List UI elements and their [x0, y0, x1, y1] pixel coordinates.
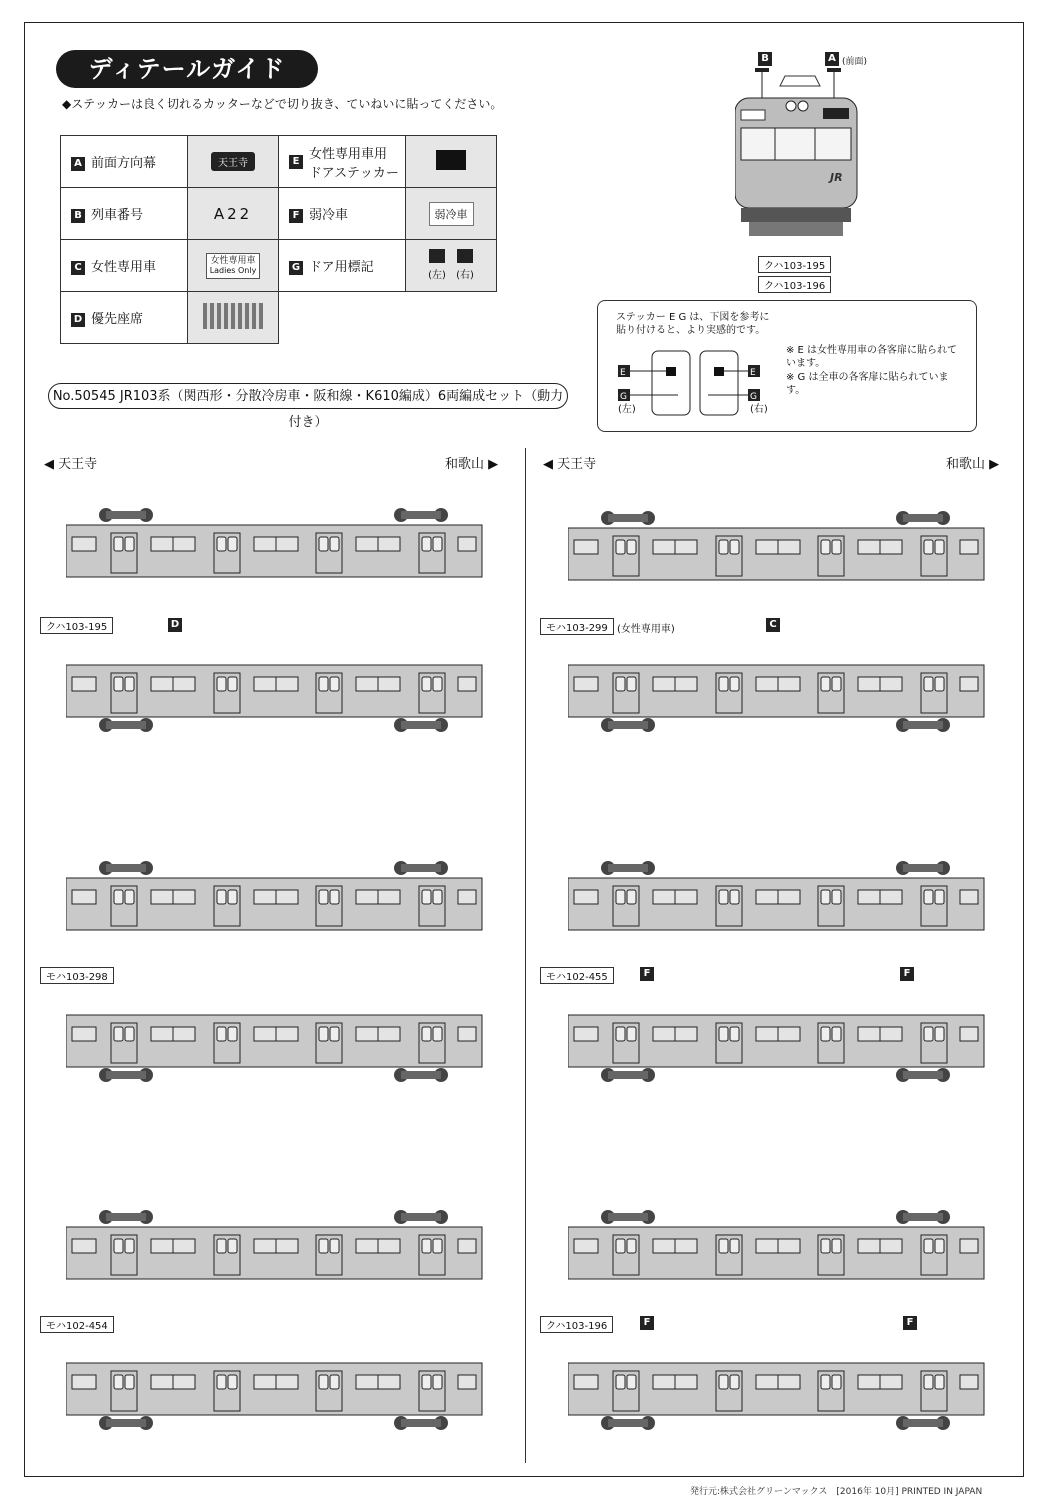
sticker-a: A 前面方向幕 — [61, 136, 188, 188]
front-view — [735, 68, 865, 252]
women-only-label: (女性専用車) — [617, 624, 675, 635]
car-side-6 — [66, 1355, 486, 1435]
dir-left-to: 和歌山 ▶ — [445, 457, 499, 472]
car-side-9 — [568, 860, 988, 940]
sticker-c: C 女性専用車 — [61, 240, 188, 292]
sticker-d: D 優先座席 — [61, 292, 188, 344]
svg-text:G: G — [750, 392, 757, 402]
door-sticker-note — [597, 300, 977, 432]
front-key-a: A — [825, 52, 839, 66]
footer: 発行元:株式会社グリーンマックス [2016年 10月] PRINTED IN JAPAN — [690, 1487, 983, 1497]
car-label-5: モハ102-455 — [540, 967, 614, 984]
note-remark-2: ※ G は全車の各客扉に貼られています。 — [786, 372, 949, 396]
sticker-f-sample: 弱冷車 — [406, 188, 497, 240]
front-view-drawing — [735, 68, 865, 248]
car-side-12 — [568, 1355, 988, 1435]
car-side-1 — [66, 507, 486, 587]
front-label: (前面) — [842, 57, 868, 67]
car-side-5 — [66, 1209, 486, 1289]
car-side-3 — [66, 860, 486, 940]
intro-text: ◆ステッカーは良く切れるカッターなどで切り抜き、ていねいに貼ってください。 — [62, 97, 503, 111]
car-label-6: クハ103-196 — [540, 1316, 613, 1333]
sticker-e-sample — [406, 136, 497, 188]
sticker-c-sample: 女性専用車 Ladies Only — [188, 240, 279, 292]
car-label-4: モハ103-299 — [540, 618, 614, 635]
note-right: (右) — [750, 404, 768, 415]
sticker-d-sample — [188, 292, 279, 344]
car-label-2: モハ103-298 — [40, 967, 114, 984]
note-line-2: 貼り付けると、より実感的です。 — [616, 325, 766, 336]
pointer-key-f-2: F — [900, 967, 914, 981]
front-car-2: クハ103-196 — [758, 276, 831, 293]
pointer-key-f-3: F — [640, 1316, 654, 1330]
sticker-g-sample: (左) (右) — [406, 240, 497, 292]
car-side-11 — [568, 1209, 988, 1289]
sticker-g: G ドア用標記 — [279, 240, 406, 292]
pointer-key-c: C — [766, 618, 780, 632]
front-key-b: B — [758, 52, 772, 66]
car-side-2 — [66, 657, 486, 737]
sticker-f: F 弱冷車 — [279, 188, 406, 240]
car-side-10 — [568, 1007, 988, 1087]
note-remark-1: ※ E は女性専用車の各客扉に貼られています。 — [786, 345, 958, 369]
car-side-4 — [66, 1007, 486, 1087]
svg-text:G: G — [620, 392, 627, 402]
car-side-7 — [568, 510, 988, 590]
column-divider — [525, 448, 526, 1463]
product-name: No.50545 JR103系（関西形・分散冷房車・阪和線・K610編成）6両編成セット（動力付き） — [48, 383, 568, 409]
note-line-1: ステッカー E G は、下図を参考に — [616, 312, 770, 323]
sticker-table — [60, 135, 497, 344]
car-label-3: モハ102-454 — [40, 1316, 114, 1333]
svg-text:JR: JR — [830, 171, 843, 184]
pointer-key-d: D — [168, 618, 182, 632]
page-title: ディテールガイド — [56, 50, 318, 88]
note-left: (左) — [618, 404, 636, 415]
sticker-b: B 列車番号 — [61, 188, 188, 240]
dir-left-from: ◀ 天王寺 — [44, 457, 98, 472]
dir-right-from: ◀ 天王寺 — [543, 457, 597, 472]
pointer-key-f-4: F — [903, 1316, 917, 1330]
svg-text:E: E — [620, 368, 626, 378]
sticker-e: E 女性専用車用ドアステッカー — [279, 136, 406, 188]
svg-text:E: E — [750, 368, 756, 378]
dir-right-to: 和歌山 ▶ — [946, 457, 1000, 472]
pointer-key-f-1: F — [640, 967, 654, 981]
car-side-8 — [568, 657, 988, 737]
sticker-b-sample: A22 — [188, 188, 279, 240]
car-label-1: クハ103-195 — [40, 617, 113, 634]
front-car-1: クハ103-195 — [758, 256, 831, 273]
sticker-a-sample: 天王寺 — [188, 136, 279, 188]
